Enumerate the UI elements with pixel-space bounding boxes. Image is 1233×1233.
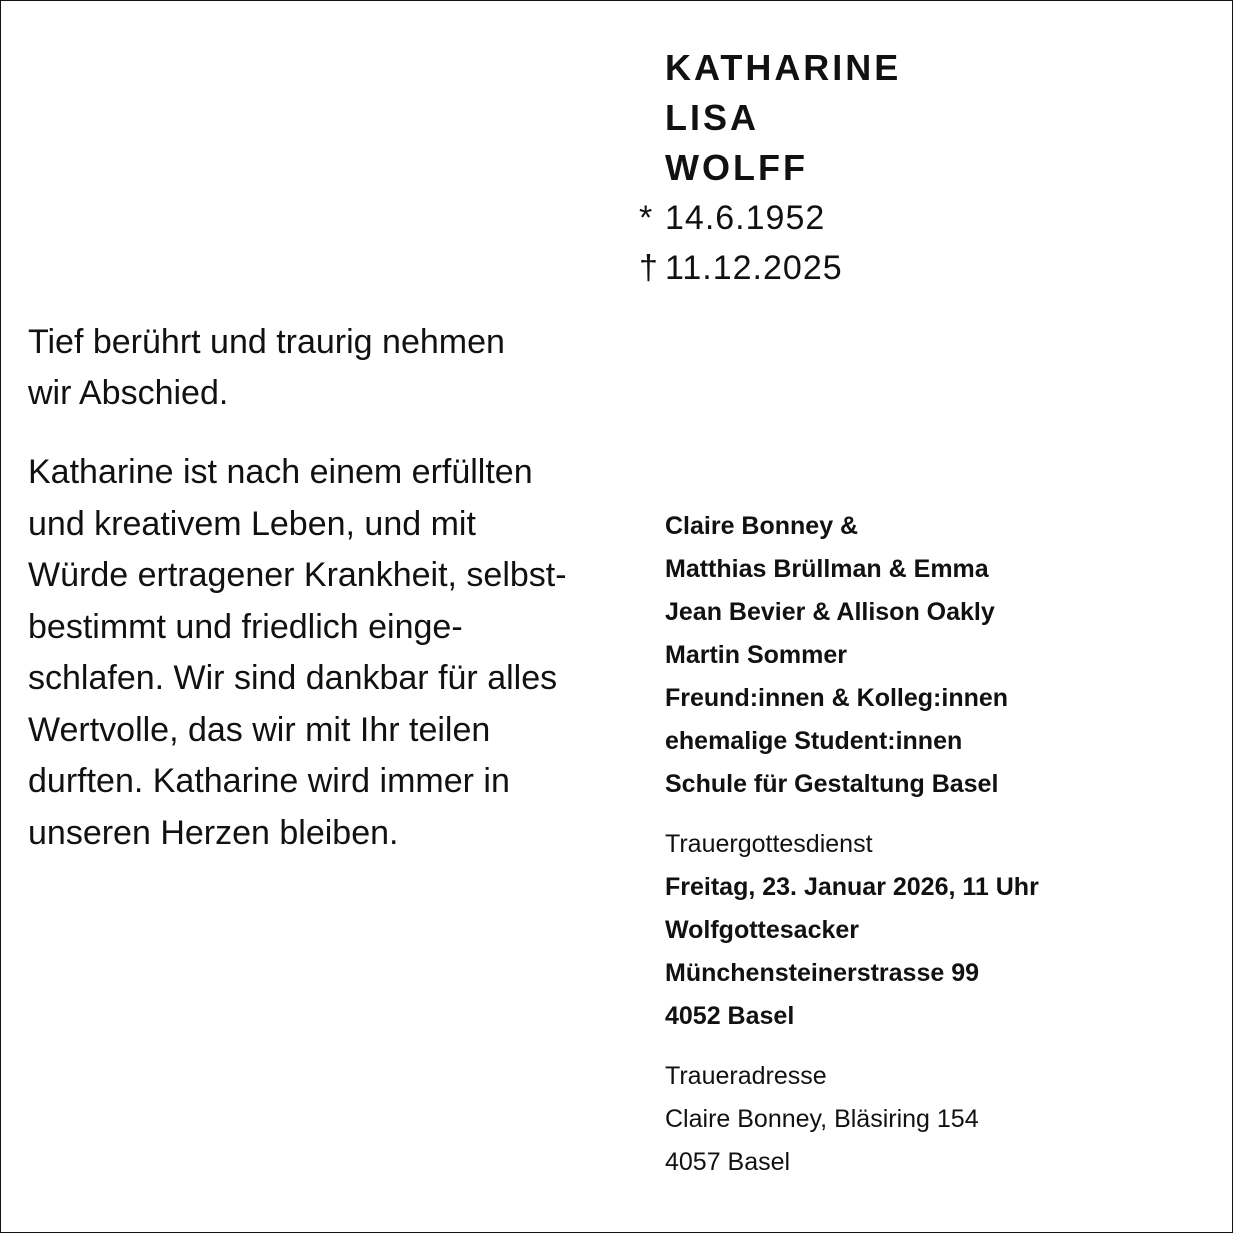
deceased-name: [665, 43, 901, 193]
death-date: 11.12.2025: [665, 249, 843, 287]
mourning-address: [665, 1055, 979, 1184]
mourner-entry: Schule für Gestaltung Basel: [665, 770, 999, 798]
death-date-row: [639, 243, 843, 293]
message-line: Würde ertragener Krankheit, selbst-: [28, 556, 567, 594]
service-venue: Wolfgottesacker: [665, 916, 860, 944]
message-line: Wertvolle, das wir mit Ihr teilen: [28, 710, 491, 749]
mourners-list: [665, 505, 1008, 806]
service-street: Münchensteinerstrasse 99: [665, 959, 980, 987]
mourner-entry: Freund:innen & Kolleg:innen: [665, 684, 1009, 712]
intro-text: [28, 317, 618, 419]
address-line: 4057 Basel: [665, 1148, 791, 1176]
first-name: KATHARINE: [665, 47, 902, 88]
birth-date-row: [639, 193, 843, 243]
mourner-entry: Matthias Brüllman & Emma: [665, 555, 989, 583]
birth-date: 14.6.1952: [665, 199, 826, 237]
funeral-service: [665, 823, 1039, 1038]
service-city: 4052 Basel: [665, 1002, 795, 1030]
message-line: schlafen. Wir sind dankbar für alles: [28, 659, 558, 697]
life-dates: [639, 193, 843, 293]
message-line: bestimmt und friedlich einge-: [28, 607, 463, 646]
service-heading: Trauergottesdienst: [665, 830, 873, 858]
address-heading: Traueradresse: [665, 1062, 827, 1090]
message-line: Katharine ist nach einem erfüllten: [28, 453, 533, 491]
mourner-entry: Martin Sommer: [665, 641, 847, 669]
intro-line: wir Abschied.: [28, 374, 229, 412]
address-line: Claire Bonney, Bläsiring 154: [665, 1105, 979, 1133]
mourner-entry: Claire Bonney &: [665, 512, 859, 540]
intro-line: Tief berührt und traurig nehmen: [28, 323, 505, 361]
birth-star-icon: *: [639, 199, 654, 237]
memorial-message: [28, 447, 648, 859]
message-line: durften. Katharine wird immer in: [28, 762, 510, 800]
last-name: WOLFF: [665, 147, 808, 188]
mourner-entry: ehemalige Student:innen: [665, 727, 963, 755]
message-line: und kreativem Leben, und mit: [28, 504, 476, 543]
cross-icon: †: [639, 249, 659, 287]
message-line: unseren Herzen bleiben.: [28, 813, 399, 852]
middle-name: LISA: [665, 97, 760, 138]
service-datetime: Freitag, 23. Januar 2026, 11 Uhr: [665, 873, 1039, 901]
mourner-entry: Jean Bevier & Allison Oakly: [665, 598, 995, 626]
